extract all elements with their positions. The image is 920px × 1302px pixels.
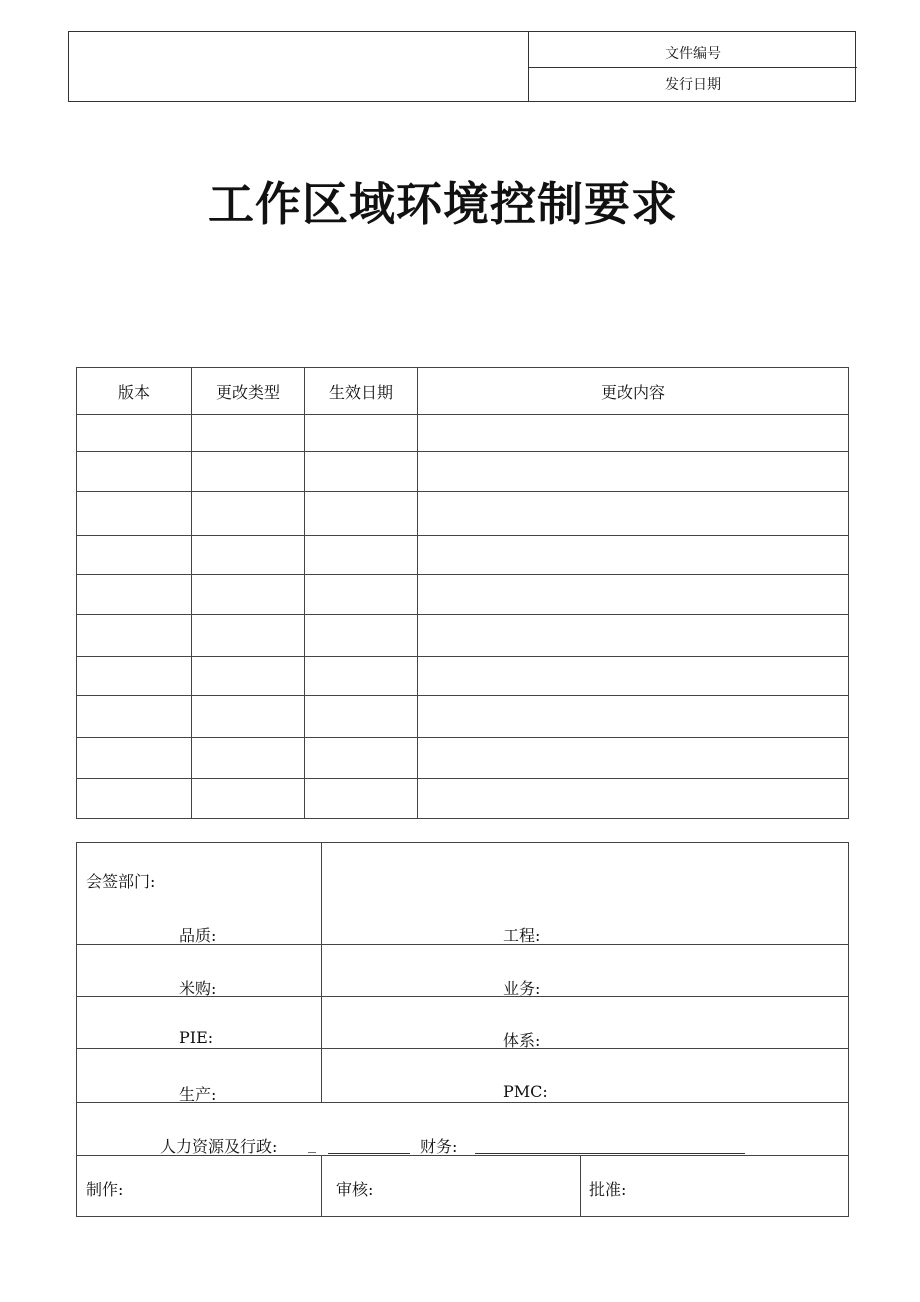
table-cell <box>192 575 305 615</box>
table-cell <box>192 738 305 779</box>
table-row <box>77 696 849 738</box>
table-cell <box>192 657 305 696</box>
table-cell <box>77 657 192 696</box>
table-row <box>77 492 849 536</box>
table-row <box>77 657 849 696</box>
table-cell <box>305 536 418 575</box>
reviewed-by-label: 审核: <box>336 1180 374 1199</box>
column-header-change-type: 更改类型 <box>192 368 305 415</box>
hr-admin-label: 人力资源及行政: <box>160 1137 278 1156</box>
table-cell <box>305 696 418 738</box>
table-cell <box>418 738 849 779</box>
table-cell <box>77 415 192 452</box>
table-cell <box>305 575 418 615</box>
table-cell <box>77 452 192 492</box>
table-cell <box>77 575 192 615</box>
table-cell <box>305 415 418 452</box>
prepared-by-label: 制作: <box>86 1180 124 1199</box>
table-cell <box>418 492 849 536</box>
table-cell <box>418 779 849 819</box>
table-cell <box>192 615 305 657</box>
table-row <box>77 415 849 452</box>
column-header-version: 版本 <box>77 368 192 415</box>
pie-label: PIE: <box>179 1028 214 1047</box>
table-cell <box>305 779 418 819</box>
table-cell <box>418 536 849 575</box>
table-cell <box>192 696 305 738</box>
hr-admin-signature-line <box>328 1139 410 1154</box>
column-divider <box>321 1049 322 1102</box>
table-cell <box>305 615 418 657</box>
table-header-row <box>77 368 849 415</box>
issue-date-label: 发行日期 <box>665 77 721 93</box>
page-title: 工作区域环境控制要求 <box>208 177 678 231</box>
column-divider <box>321 945 322 996</box>
engineering-label: 工程: <box>503 926 541 945</box>
system-label: 体系: <box>503 1031 541 1050</box>
table-cell <box>418 657 849 696</box>
table-row <box>77 738 849 779</box>
table-row <box>77 779 849 819</box>
column-header-change-content: 更改内容 <box>418 368 849 415</box>
table-cell <box>305 492 418 536</box>
production-label: 生产: <box>179 1085 217 1104</box>
countersign-row-quality <box>77 843 848 945</box>
table-row <box>77 575 849 615</box>
countersign-row-pie <box>77 997 848 1049</box>
document-header-box <box>68 31 856 102</box>
countersign-row-hr-finance <box>77 1103 848 1156</box>
table-cell <box>192 536 305 575</box>
table-cell <box>77 536 192 575</box>
hr-admin-underscore: _ <box>308 1134 316 1153</box>
table-cell <box>192 452 305 492</box>
table-cell <box>305 452 418 492</box>
table-row <box>77 536 849 575</box>
table-cell <box>192 779 305 819</box>
table-cell <box>192 492 305 536</box>
countersign-row-production <box>77 1049 848 1103</box>
table-cell <box>418 415 849 452</box>
table-cell <box>418 575 849 615</box>
doc-number-label: 文件编号 <box>529 32 857 68</box>
table-cell <box>305 738 418 779</box>
countersign-departments-label: 会签部门: <box>86 872 156 891</box>
table-cell <box>77 738 192 779</box>
table-cell <box>418 696 849 738</box>
approval-row <box>77 1156 848 1216</box>
table-cell <box>77 615 192 657</box>
document-header-meta <box>528 32 857 101</box>
approved-by-label: 批准: <box>589 1180 627 1199</box>
revision-history-table <box>76 367 849 819</box>
table-cell <box>305 657 418 696</box>
column-header-effective-date: 生效日期 <box>305 368 418 415</box>
pmc-label: PMC: <box>503 1082 548 1101</box>
table-cell <box>192 415 305 452</box>
table-row <box>77 452 849 492</box>
table-row <box>77 615 849 657</box>
column-divider <box>321 997 322 1048</box>
table-cell <box>418 452 849 492</box>
finance-signature-line <box>475 1139 745 1154</box>
column-divider <box>580 1156 581 1216</box>
countersign-table <box>76 842 849 1217</box>
table-cell <box>418 615 849 657</box>
countersign-row-purchasing <box>77 945 848 997</box>
table-cell <box>77 696 192 738</box>
table-cell <box>77 492 192 536</box>
quality-label: 品质: <box>179 926 217 945</box>
table-cell <box>77 779 192 819</box>
column-divider <box>321 1156 322 1216</box>
finance-label: 财务: <box>420 1137 458 1156</box>
purchasing-label: 米购: <box>179 979 217 998</box>
business-label: 业务: <box>503 979 541 998</box>
column-divider <box>321 843 322 944</box>
